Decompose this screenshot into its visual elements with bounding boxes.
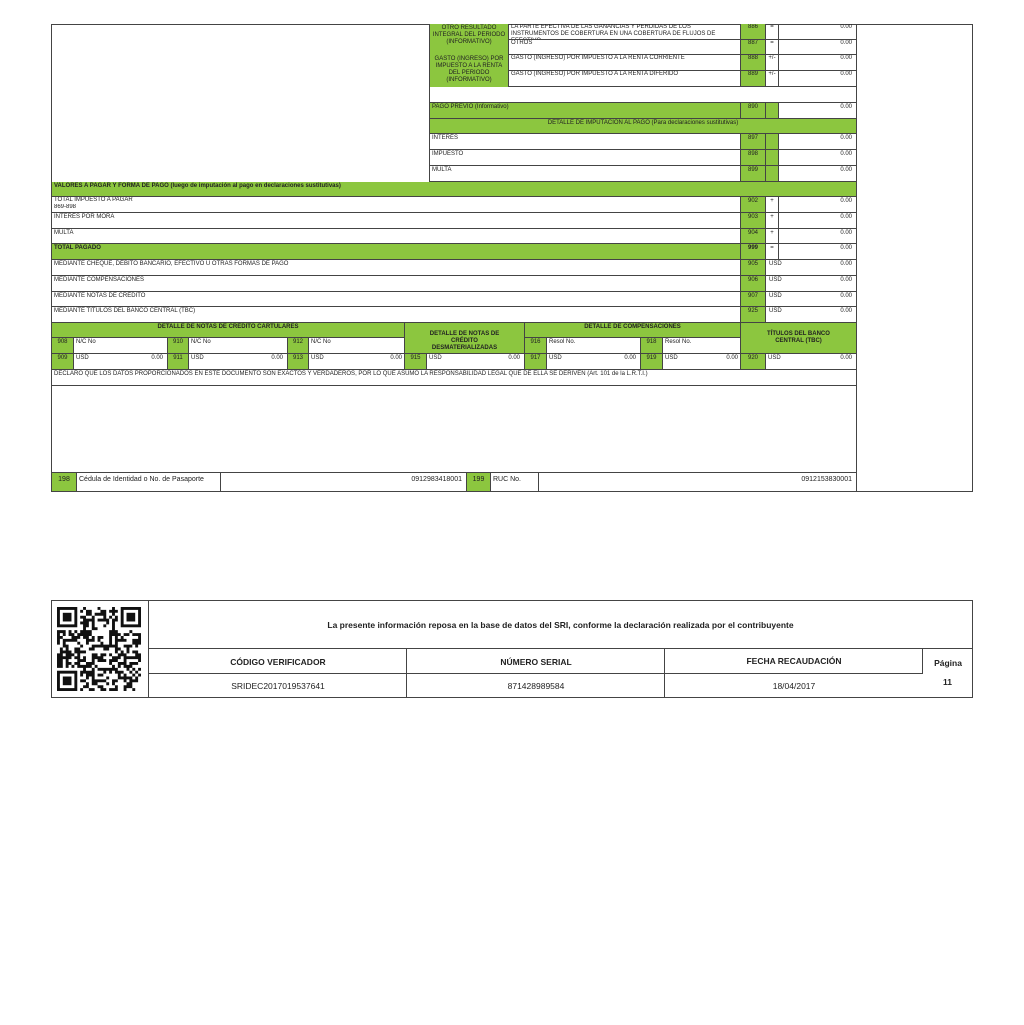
code-908: 908 (52, 338, 73, 354)
value-907: 0.00 (787, 292, 856, 307)
value-905: 0.00 (787, 260, 856, 276)
currency-925: USD (765, 307, 787, 323)
desc-897: INTERÉS (429, 134, 740, 150)
code-909: 909 (52, 354, 73, 370)
currency-907: USD (765, 292, 787, 307)
code-915: 915 (404, 354, 426, 370)
sign-897 (765, 134, 778, 150)
code-899: 899 (740, 166, 765, 182)
pagina-number: 11 (943, 677, 952, 687)
qr-finder-pattern (122, 608, 139, 625)
code-917: 917 (524, 354, 546, 370)
code-887: 887 (740, 40, 765, 55)
desc-906: MEDIANTE COMPENSACIONES (52, 276, 740, 292)
label-916: Resol No. (546, 338, 640, 354)
form-right-column-divider (856, 24, 857, 492)
desmaterializadas-header: DETALLE DE NOTAS DE CRÉDITO DESMATERIALIZADAS (404, 323, 524, 354)
spacer-row (429, 87, 856, 103)
value-999: 0.00 (778, 244, 856, 260)
code-918: 918 (640, 338, 662, 354)
ruc-label: RUC No. (490, 473, 538, 491)
code-904: 904 (740, 229, 765, 244)
codigo-verificador-value: SRIDEC2017019537641 (231, 681, 325, 691)
signature-area (52, 386, 856, 473)
currency-909: USD (73, 354, 113, 370)
value-915: 0.00 (466, 354, 524, 370)
desc-886: LA PARTE EFECTIVA DE LAS GANANCIAS Y PÉRDIDAS DE LOS INSTRUMENTOS DE COBERTURA EN UNA COBERTURA DE FLUJOS DE (508, 24, 740, 40)
sign-903: + (765, 213, 778, 229)
sign-999: = (765, 244, 778, 260)
value-906: 0.00 (787, 276, 856, 292)
code-905: 905 (740, 260, 765, 276)
currency-905: USD (765, 260, 787, 276)
code-916: 916 (524, 338, 546, 354)
compensaciones-header: DETALLE DE COMPENSACIONES (524, 323, 740, 338)
cedula-label: Cédula de Identidad o No. de Pasaporte (76, 473, 220, 491)
desc-889: GASTO (INGRESO) POR IMPUESTO A LA RENTA DIFERIDO (508, 71, 740, 87)
sign-898 (765, 150, 778, 166)
sign-886: = (765, 24, 778, 40)
code-999: 999 (740, 244, 765, 260)
code-890: 890 (740, 103, 765, 119)
value-887: 0.00 (778, 40, 856, 55)
otro-resultado-label: OTRO RESULTADO INTEGRAL DEL PERIODO (INFORMATIVO) (429, 24, 508, 55)
desc-898: IMPUESTO (429, 150, 740, 166)
desc-899: MULTA (429, 166, 740, 182)
currency-913: USD (308, 354, 348, 370)
numero-serial-label: NÚMERO SERIAL (406, 649, 665, 674)
value-913: 0.00 (348, 354, 404, 370)
code-907: 907 (740, 292, 765, 307)
code-913: 913 (287, 354, 308, 370)
code-912: 912 (287, 338, 308, 354)
value-925: 0.00 (787, 307, 856, 323)
qr-finder-pattern (58, 608, 75, 625)
currency-920: USD (765, 354, 805, 370)
codigo-verificador-label: CÓDIGO VERIFICADOR (149, 649, 407, 674)
value-919: 0.00 (702, 354, 740, 370)
currency-915: USD (426, 354, 466, 370)
desc-888: GASTO (INGRESO) POR IMPUESTO A LA RENTA CORRIENTE (508, 55, 740, 71)
total-impuesto-label: TOTAL IMPUESTO A PAGAR (54, 197, 133, 203)
cartulares-header: DETALLE DE NOTAS DE CRÉDITO CARTULARES (52, 323, 404, 338)
value-920: 0.00 (805, 354, 856, 370)
code-911: 911 (167, 354, 188, 370)
currency-917: USD (546, 354, 586, 370)
value-902: 0.00 (778, 197, 856, 213)
sign-904: + (765, 229, 778, 244)
code-903: 903 (740, 213, 765, 229)
value-898: 0.00 (778, 150, 856, 166)
fecha-recaudacion-value: 18/04/2017 (664, 674, 923, 698)
value-888: 0.00 (778, 55, 856, 71)
label-912: N/C No (308, 338, 404, 354)
currency-906: USD (765, 276, 787, 292)
pago-previo-label: PAGO PREVIO (Informativo) (429, 103, 740, 119)
code-888: 888 (740, 55, 765, 71)
label-918: Resol No. (662, 338, 740, 354)
code-897: 897 (740, 134, 765, 150)
total-impuesto-sub: 869-898 (54, 204, 77, 210)
desc-903: INTERÉS POR MORA (52, 213, 740, 229)
value-889: 0.00 (778, 71, 856, 87)
code-925: 925 (740, 307, 765, 323)
qr-code-icon (57, 607, 141, 691)
code-902: 902 (740, 197, 765, 213)
value-890: 0.00 (778, 103, 856, 119)
tbc-header: TÍTULOS DEL BANCO CENTRAL (TBC) (740, 323, 856, 354)
value-904: 0.00 (778, 229, 856, 244)
currency-911: USD (188, 354, 228, 370)
value-899: 0.00 (778, 166, 856, 182)
sign-888: +/- (765, 55, 778, 71)
sign-889: +/- (765, 71, 778, 87)
sign-887: = (765, 40, 778, 55)
desc-907: MEDIANTE NOTAS DE CRÉDITO (52, 292, 740, 307)
value-911: 0.00 (228, 354, 287, 370)
desc-905: MEDIANTE CHEQUE, DÉBITO BANCARIO, EFECTIVO U OTRAS FORMAS DE PAGO (52, 260, 740, 276)
value-909: 0.00 (113, 354, 167, 370)
fecha-recaudacion-label: FECHA RECAUDACIÓN (664, 649, 923, 674)
sign-902: + (765, 197, 778, 213)
code-906: 906 (740, 276, 765, 292)
value-903: 0.00 (778, 213, 856, 229)
label-908: N/C No (73, 338, 167, 354)
sign-899 (765, 166, 778, 182)
declaracion-text: DECLARO QUE LOS DATOS PROPORCIONADOS EN ESTE DOCUMENTO SON EXACTOS Y VERDADEROS, POR LO QUE ASUMO LA RESPONSABILIDAD LEGAL QUE DE ELLA SE DERIVEN (Art. 101 de la L.R.T.I.) (52, 370, 856, 386)
ruc-value: 0912153830001 (538, 473, 856, 491)
value-897: 0.00 (778, 134, 856, 150)
desc-904: MULTA (52, 229, 740, 244)
gasto-renta-label: GASTO (INGRESO) POR IMPUESTO A LA RENTA DEL PERIODO (INFORMATIVO) (429, 55, 508, 87)
code-198: 198 (52, 473, 76, 491)
code-919: 919 (640, 354, 662, 370)
qr-finder-pattern (58, 672, 75, 689)
code-199: 199 (466, 473, 490, 491)
cedula-value: 0912983418001 (220, 473, 466, 491)
total-pagado-label: TOTAL PAGADO (52, 244, 740, 260)
label-910: N/C No (188, 338, 287, 354)
code-910: 910 (167, 338, 188, 354)
pagina-label: Página (922, 649, 973, 674)
total-impuesto-row (52, 197, 740, 213)
footer-info-text: La presente información reposa en la base de datos del SRI, conforme la declaración realizada por el contribuyente (327, 620, 794, 630)
code-920: 920 (740, 354, 765, 370)
numero-serial-value: 871428989584 (406, 674, 665, 698)
valores-header: VALORES A PAGAR Y FORMA DE PAGO (luego de imputación al pago en declaraciones sustitutivas) (52, 182, 856, 197)
code-898: 898 (740, 150, 765, 166)
desc-925: MEDIANTE TÍTULOS DEL BANCO CENTRAL (TBC) (52, 307, 740, 323)
desc-887: OTROS (508, 40, 740, 55)
detalle-imputacion-header: DETALLE DE IMPUTACIÓN AL PAGO (Para declaraciones sustitutivas) (429, 119, 856, 134)
code-886: 886 (740, 24, 765, 40)
value-886: 0.00 (778, 24, 856, 40)
code-889: 889 (740, 71, 765, 87)
qr-code-graphic (57, 607, 141, 691)
value-917: 0.00 (586, 354, 640, 370)
sign-890 (765, 103, 778, 119)
currency-919: USD (662, 354, 702, 370)
